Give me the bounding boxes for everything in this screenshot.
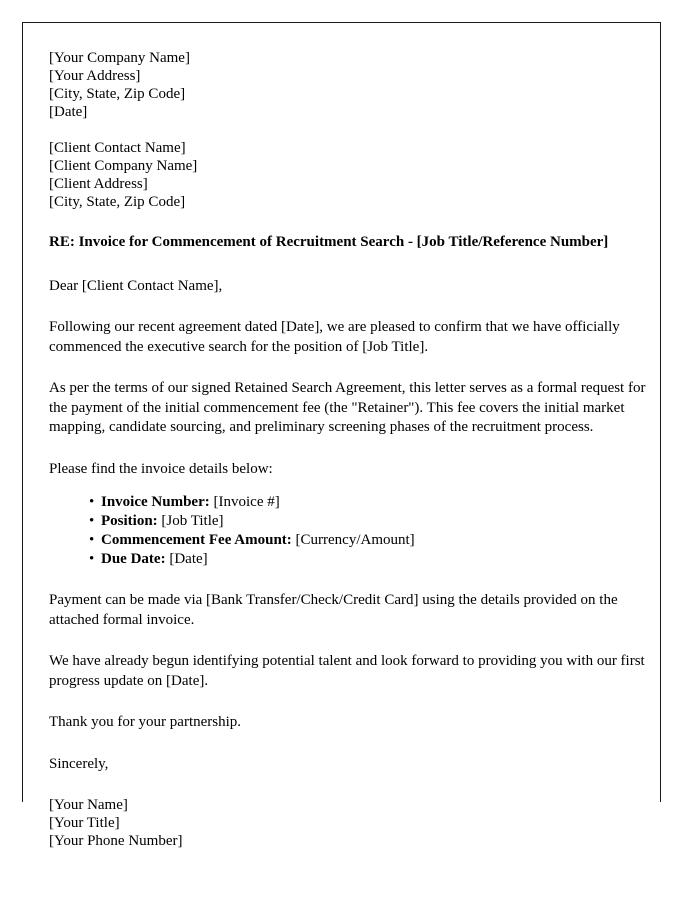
recipient-street-address: [Client Address] xyxy=(49,176,148,192)
due-date-label: Due Date: xyxy=(101,551,166,567)
paragraph-invoice-intro: Please find the invoice details below: xyxy=(49,460,273,477)
address-block-spacer xyxy=(49,121,651,139)
invoice-number-label: Invoice Number: xyxy=(101,494,210,510)
paragraph-payment-methods: Payment can be made via [Bank Transfer/Check/Credit Card] using the details provided on the attached formal invoice. xyxy=(49,592,618,628)
due-date-value: [Date] xyxy=(169,551,208,567)
signature-block xyxy=(49,796,651,850)
closing-salutation: Sincerely, xyxy=(49,755,109,772)
recipient-city-state-zip: [City, State, Zip Code] xyxy=(49,194,186,210)
paragraph-progress-update: We have already begun identifying potential talent and look forward to providing you with our first progress update on [Date]. xyxy=(49,653,645,689)
commencement-fee-value: [Currency/Amount] xyxy=(295,532,415,548)
sender-city-state-zip: [City, State, Zip Code] xyxy=(49,86,186,102)
letter-page xyxy=(22,22,661,849)
signer-title: [Your Title] xyxy=(49,815,120,831)
paragraph-retainer-terms: As per the terms of our signed Retained Search Agreement, this letter serves as a formal request for the payment of the initial commencement fee (the "Retainer"). This fee covers the initial market mapping, candidate sourcing, and preliminary screening phases of the recruitment process. xyxy=(49,380,646,435)
paragraph-thank-you: Thank you for your partnership. xyxy=(49,714,242,730)
signer-name: [Your Name] xyxy=(49,797,128,813)
list-item xyxy=(89,493,651,512)
invoice-number-value: [Invoice #] xyxy=(213,494,280,510)
list-item xyxy=(89,531,651,550)
list-item xyxy=(89,550,651,569)
recipient-company-name: [Client Company Name] xyxy=(49,158,198,174)
position-value: [Job Title] xyxy=(161,513,224,529)
sender-street-address: [Your Address] xyxy=(49,68,141,84)
signer-phone-number: [Your Phone Number] xyxy=(49,833,183,849)
letter-date: [Date] xyxy=(49,104,88,120)
sender-company-name: [Your Company Name] xyxy=(49,50,190,66)
invoice-details-list xyxy=(49,493,651,569)
position-label: Position: xyxy=(101,513,158,529)
salutation: Dear [Client Contact Name], xyxy=(49,278,223,294)
paragraph-commencement-confirmation: Following our recent agreement dated [Date], we are pleased to confirm that we have officially commenced the executive search for the position of [Job Title]. xyxy=(49,319,620,355)
letter-content xyxy=(49,49,651,850)
recipient-address-block xyxy=(49,139,651,211)
sender-address-block xyxy=(49,49,651,121)
commencement-fee-label: Commencement Fee Amount: xyxy=(101,532,292,548)
recipient-contact-name: [Client Contact Name] xyxy=(49,140,186,156)
subject-line: RE: Invoice for Commencement of Recruitment Search - [Job Title/Reference Number] xyxy=(49,234,609,250)
list-item xyxy=(89,512,651,531)
